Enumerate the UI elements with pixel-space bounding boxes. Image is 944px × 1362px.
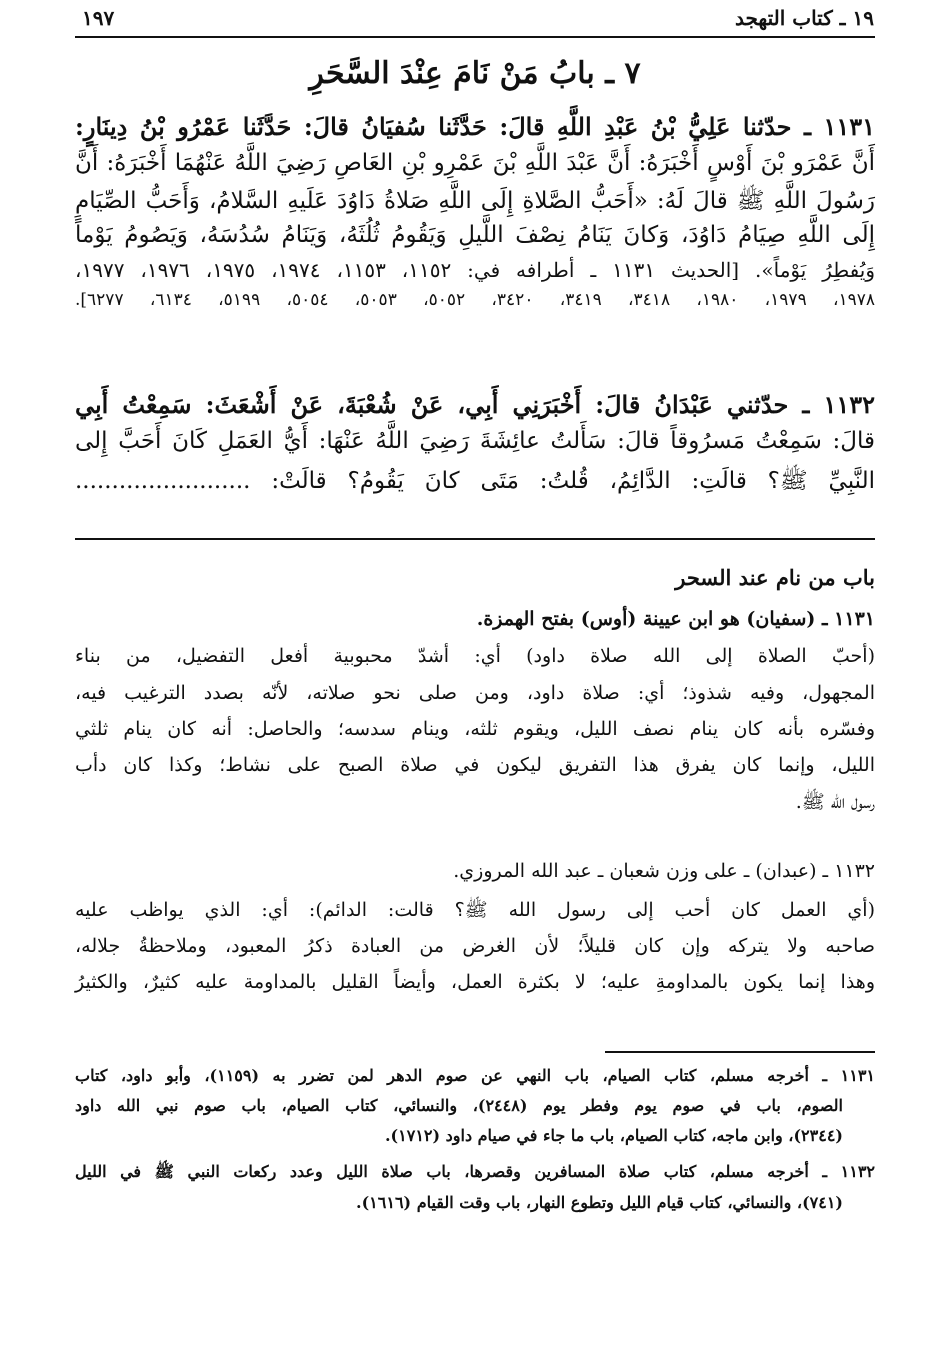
section-rule [75,538,875,540]
chapter-header: ١٩ ـ كتاب التهجد [734,6,874,30]
commentary-title: باب من نام عند السحر [675,565,875,590]
commentary-line: صاحبه ولا يتركه وإن كان قليلاً؛ لأن الغرض من العبادة ذكرُ المعبود، وملاحظةُ جلاله، [75,935,875,957]
hadith-line: ١٩٧٨، ١٩٧٩، ١٩٨٠، ٣٤١٨، ٣٤١٩، ٣٤٢٠، ٥٠٥٢، ٥٠٥٣، ٥٠٥٤، ٥١٩٩، ٦١٣٤، ٦٢٧٧]. [75,290,876,310]
hadith-line: إِلَى اللَّهِ صِيَامُ دَاوُدَ، وَكانَ يَنَامُ نِصْفَ اللَّيلِ وَيَقُومُ ثُلُثَهُ، وَيَنَامُ سُدُسَهُ، وَيَصُومُ يَوْماً [75,222,875,248]
chapter-title: ٧ ـ بابُ مَنْ نَامَ عِنْدَ السَّحَرِ [309,56,641,91]
hadith-line: النَّبِيِّ ﷺ؟ قالَتِ: الدَّائِمُ، قُلتُ: مَتَى كانَ يَقُومُ؟ قالَتْ: ........................ [75,468,875,494]
commentary-line: رسول الله ﷺ. [795,791,875,813]
header-rule [75,36,875,38]
hadith-line: أَنَّ عَمْرَو بْنَ أَوْسٍ أَخْبَرَهُ: أَنَّ عَبْدَ اللَّهِ بْنَ عَمْرِو بْنِ العَاصِ رَضِيَ اللَّهُ عَنْهُمَا أَخْبَرَهُ: أَنَّ [75,150,875,176]
commentary-line: ١١٣٢ ـ (عبدان) ـ على وزن شعبان ـ عبد الله المروزي. [453,860,875,882]
commentary-line: (أي العمل كان أحب إلى رسول الله ﷺ؟ قالت: الدائم): أي: الذي يواظب عليه [75,899,875,921]
footnote-line: الصوم، باب في صوم يوم وفطر يوم (٢٤٤٨)، والنسائي، كتاب الصيام، باب صوم نبي الله داود [75,1096,843,1115]
commentary-line: ١١٣١ ـ (سفيان) هو ابن عيينة (أوس) بفتح الهمزة. [476,608,875,630]
footnote-line: ١١٣١ ـ أخرجه مسلم، كتاب الصيام، باب النهي عن صوم الدهر لمن تضرر به (١١٥٩)، وأبو داود، كتاب [75,1066,875,1085]
commentary-line: الليل، وإنما كان يفرق هذا التفريق ليكون في صلاة الصبح على نشاط؛ وكذا كان دأب [75,754,875,776]
commentary-line: وهذا إنما يكون بالمداومةِ عليه؛ لا بكثرة العمل، وأيضاً القليل بالمداومة عليه كثيرٌ، والكثيرُ [75,971,875,993]
footnote-line: ١١٣٢ ـ أخرجه مسلم، كتاب صلاة المسافرين وقصرها، باب صلاة الليل وعدد ركعات النبي ﷺ في الليل [75,1162,875,1181]
hadith-line: ١١٣٢ ـ حدّثني عَبْدَانُ قالَ: أَخْبَرَنِي أَبِي، عَنْ شُعْبَةَ، عَنْ أَشْعَثَ: سَمِعْتُ أَبِي [75,390,875,419]
hadith-line: رَسُولَ اللَّهِ ﷺ قالَ لَهُ: «أَحَبُّ الصَّلاةِ إِلَى اللَّهِ صَلاةُ دَاوُدَ عَلَيهِ السَّلامُ، وَأَحَبُّ الصِّيَامِ [75,188,875,214]
footnote-line: (٢٣٤٤)، وابن ماجه، كتاب الصيام، باب ما جاء في صيام داود (١٧١٢). [384,1126,843,1145]
commentary-line: وفسّره بأنه كان ينام نصف الليل، ويقوم ثلثه، وينام سدسه؛ والحاصل: أنه كان ينام ثلثي [75,718,875,740]
commentary-line: (أحبّ الصلاة إلى الله صلاة داود) أي: أشدّ محبوبية أفعل التفضيل، من بناء [75,645,875,667]
commentary-line: المجهول، وفيه شذوذ؛ أي: صلاة داود، ومن صلى نحو صلاته، لأنّه بصدد الترغيب فيه، [75,682,875,704]
hadith-line: ١١٣١ ـ حدّثنا عَلِيُّ بْنُ عَبْدِ اللَّهِ قالَ: حَدَّثَنا سُفيَانُ قالَ: حَدَّثَنا عَمْرُو بْنُ دِينَارٍ: [75,112,875,141]
hadith-line: قالَ: سَمِعْتُ مَسرُوقاً قالَ: سَأَلتُ عائِشَةَ رَضِيَ اللَّهُ عَنْهَا: أَيُّ العَمَلِ كَانَ أَحَبَّ إِلى [75,428,875,454]
hadith-line: وَيُفطِرُ يَوْماً». [الحديث ١١٣١ ـ أطرافه في: ١١٥٢، ١١٥٣، ١٩٧٤، ١٩٧٥، ١٩٧٦، ١٩٧٧، [75,258,876,282]
footnote-rule [605,1051,875,1053]
footnote-line: (٧٤١)، والنسائي، كتاب قيام الليل وتطوع النهار، باب وقت القيام (١٦١٦). [356,1193,843,1212]
page-number: ١٩٧ [82,6,115,30]
